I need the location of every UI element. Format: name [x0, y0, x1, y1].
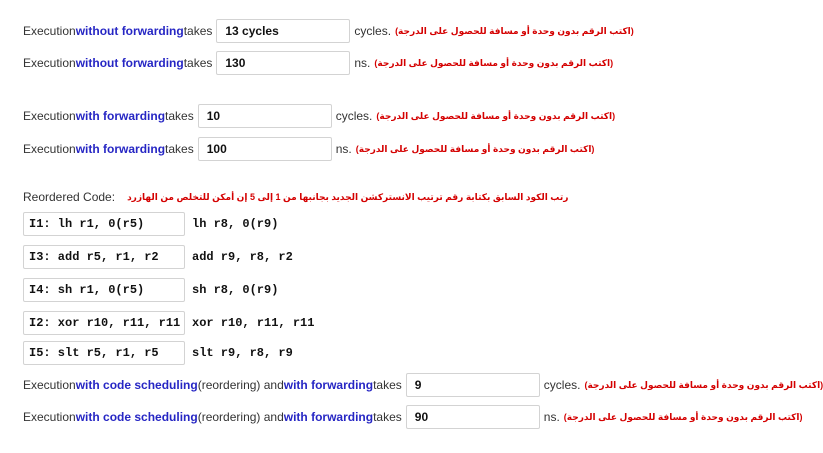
unit-label: cycles.: [543, 378, 581, 392]
unit-label: cycles.: [354, 24, 392, 38]
question-with-forwarding-cycles: [23, 104, 615, 128]
question-prefix: Execution: [23, 109, 76, 123]
original-instruction-4: xor r10, r11, r11: [192, 316, 315, 330]
question-keyword: without forwarding: [75, 56, 184, 70]
question-prefix: Execution: [23, 378, 76, 392]
question-takes: takes: [183, 56, 213, 70]
answer-input-ns-forwarding[interactable]: 100: [198, 137, 332, 161]
question-keyword: with forwarding: [75, 142, 166, 156]
answer-input-cycles-no-forwarding[interactable]: 13 cycles: [216, 19, 350, 43]
answer-input-ns-scheduling[interactable]: 90: [406, 405, 540, 429]
question-keyword-2: with forwarding: [283, 410, 374, 424]
question-prefix: Execution: [23, 142, 76, 156]
reorder-input-1[interactable]: I1: lh r1, 0(r5): [23, 212, 185, 236]
instruction-hint: (اكتب الرقم بدون وحدة أو مسافة للحصول على الدرجة): [355, 143, 595, 154]
reordered-code-label: Reordered Code:: [23, 190, 116, 204]
instruction-hint: (اكتب الرقم بدون وحدة أو مسافة للحصول على الدرجة): [376, 110, 616, 121]
unit-label: ns.: [335, 142, 352, 156]
instruction-hint: (اكتب الرقم بدون وحدة أو مسافة للحصول على الدرجة): [563, 411, 803, 422]
question-keyword: with forwarding: [75, 109, 166, 123]
reorder-input-2[interactable]: I3: add r5, r1, r2: [23, 245, 185, 269]
question-keyword: with code scheduling: [75, 378, 198, 392]
original-instruction-3: sh r8, 0(r9): [192, 283, 279, 297]
instruction-hint: (اكتب الرقم بدون وحدة أو مسافة للحصول على الدرجة): [584, 379, 823, 390]
question-prefix: Execution: [23, 410, 76, 424]
question-takes: takes: [165, 109, 194, 123]
unit-label: ns.: [543, 410, 560, 424]
question-takes: takes: [165, 142, 194, 156]
instruction-hint: (اكتب الرقم بدون وحدة أو مسافة للحصول على الدرجة): [395, 25, 634, 36]
question-scheduling-ns: [23, 405, 803, 429]
original-instruction-2: add r9, r8, r2: [192, 250, 293, 264]
reorder-input-5[interactable]: I5: slt r5, r1, r5: [23, 341, 185, 365]
reorder-input-4[interactable]: I2: xor r10, r11, r11: [23, 311, 185, 335]
question-keyword: with code scheduling: [75, 410, 198, 424]
unit-label: ns.: [354, 56, 371, 70]
answer-input-ns-no-forwarding[interactable]: 130: [216, 51, 350, 75]
original-instruction-5: slt r9, r8, r9: [192, 346, 293, 360]
question-prefix: Execution: [23, 24, 76, 38]
question-keyword-2: with forwarding: [283, 378, 374, 392]
question-middle: (reordering) and: [197, 378, 284, 392]
reordered-code-header: [23, 185, 568, 209]
question-takes: takes: [373, 410, 402, 424]
answer-input-cycles-forwarding[interactable]: 10: [198, 104, 332, 128]
instruction-hint: (اكتب الرقم بدون وحدة أو مسافة للحصول على الدرجة): [374, 57, 614, 68]
reorder-instruction-hint: رتب الكود السابق بكتابة رقم ترتيب الانستركشن الجديد بجانبها من 1 إلى 5 إن أمكن للتخلص من الهازرد: [127, 191, 569, 202]
question-takes: takes: [373, 378, 402, 392]
question-prefix: Execution: [23, 56, 76, 70]
question-keyword: without forwarding: [75, 24, 184, 38]
original-instruction-1: lh r8, 0(r9): [192, 217, 279, 231]
question-takes: takes: [183, 24, 213, 38]
question-without-forwarding-ns: [23, 51, 613, 75]
question-scheduling-cycles: [23, 373, 823, 397]
answer-input-cycles-scheduling[interactable]: 9: [406, 373, 540, 397]
reorder-input-3[interactable]: I4: sh r1, 0(r5): [23, 278, 185, 302]
question-with-forwarding-ns: [23, 137, 594, 161]
unit-label: cycles.: [335, 109, 373, 123]
question-middle: (reordering) and: [197, 410, 284, 424]
question-without-forwarding-cycles: [23, 19, 634, 43]
